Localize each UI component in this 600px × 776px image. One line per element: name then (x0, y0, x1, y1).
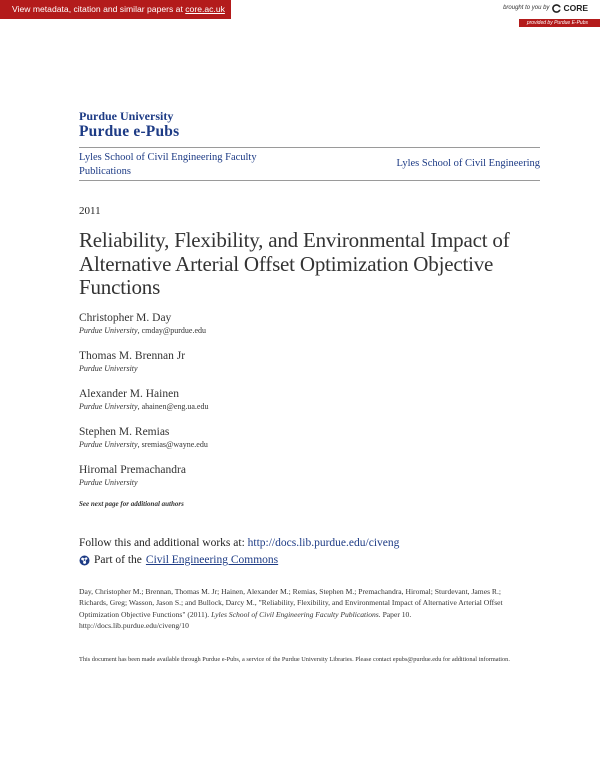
repository-name[interactable]: Purdue e-Pubs (79, 123, 180, 140)
core-logo-text: CORE (563, 3, 588, 13)
commons-network-icon (79, 555, 90, 566)
author-affiliation (79, 439, 540, 450)
citation-paper: Paper 10. (380, 609, 412, 619)
author-name: Christopher M. Day (79, 312, 172, 324)
affiliation-name: Purdue University (79, 402, 138, 411)
author-list (79, 311, 540, 501)
footer-notice: This document has been made available through Purdue e-Pubs, a service of the Purdue University Libraries. Please contact epubs@purdue.edu for additional information. (79, 656, 510, 663)
author-email: , sremias@wayne.edu (137, 440, 208, 449)
core-logo-icon (552, 4, 561, 13)
university-name[interactable]: Purdue University (79, 109, 174, 123)
institution-header (79, 109, 179, 141)
brought-to-you-text: brought to you by (503, 5, 550, 11)
repository-link[interactable]: http://docs.lib.purdue.edu/civeng (247, 537, 400, 549)
civil-engineering-commons-link[interactable]: Civil Engineering Commons (145, 554, 279, 566)
author-email: , ahainen@eng.ua.edu (137, 402, 209, 411)
core-link[interactable]: core.ac.uk (185, 4, 225, 14)
affiliation-name: Purdue University (79, 440, 138, 449)
affiliation-name: Purdue University (79, 478, 138, 487)
author-email: , cmday@purdue.edu (137, 326, 207, 335)
author-entry (79, 425, 540, 463)
see-next-page-note: See next page for additional authors (79, 500, 184, 508)
series-left-link[interactable]: Lyles School of Civil Engineering Faculty Publications (79, 152, 257, 177)
affiliation-name: Purdue University (79, 364, 138, 373)
author-name: Thomas M. Brennan Jr (79, 350, 186, 362)
author-name: Hiromal Premachandra (79, 464, 186, 476)
follow-line (79, 537, 399, 549)
part-of-text: Part of the (94, 554, 142, 566)
follow-text: Follow this and additional works at: (79, 537, 248, 549)
core-metadata-link[interactable] (0, 0, 231, 19)
publication-year: 2011 (79, 205, 101, 217)
core-provided-by[interactable]: provided by Purdue E-Pubs (519, 19, 600, 27)
paper-title: Reliability, Flexibility, and Environmental Impact of Alternative Arterial Offset Optimization Objective Functions (79, 228, 510, 299)
author-affiliation (79, 401, 540, 412)
core-brought-by[interactable] (503, 3, 588, 13)
author-entry (79, 349, 540, 387)
author-entry (79, 311, 540, 349)
author-affiliation (79, 363, 540, 374)
core-metadata-text: View metadata, citation and similar papers at (12, 4, 186, 14)
author-affiliation (79, 477, 540, 488)
divider-top (79, 147, 540, 148)
affiliation-name: Purdue University (79, 326, 138, 335)
series-right-link[interactable]: Lyles School of Civil Engineering (396, 158, 540, 169)
part-of-line (79, 554, 278, 566)
citation-series: Lyles School of Civil Engineering Faculty Publications. (211, 609, 381, 619)
divider-bottom (79, 180, 540, 181)
author-name: Stephen M. Remias (79, 426, 170, 438)
core-banner (0, 0, 600, 19)
author-entry (79, 387, 540, 425)
author-name: Alexander M. Hainen (79, 388, 179, 400)
citation-url[interactable]: http://docs.lib.purdue.edu/civeng/10 (79, 620, 189, 630)
author-affiliation (79, 325, 540, 336)
author-entry (79, 463, 540, 501)
citation-text: Day, Christopher M.; Brennan, Thomas M. Jr; Hainen, Alexander M.; Remias, Stephen M.; Premachandra, Hiromal; Sturdevant, James R.; Richards, Greg; Wasson, Jason S.; and Bullock, Darcy M., "Reliability, Flexibility, and Environmental Impact of Alternative Arterial Offset Optimization Objective Functions" (2011). (79, 587, 503, 619)
core-logo (552, 3, 588, 13)
recommended-citation (79, 586, 529, 631)
